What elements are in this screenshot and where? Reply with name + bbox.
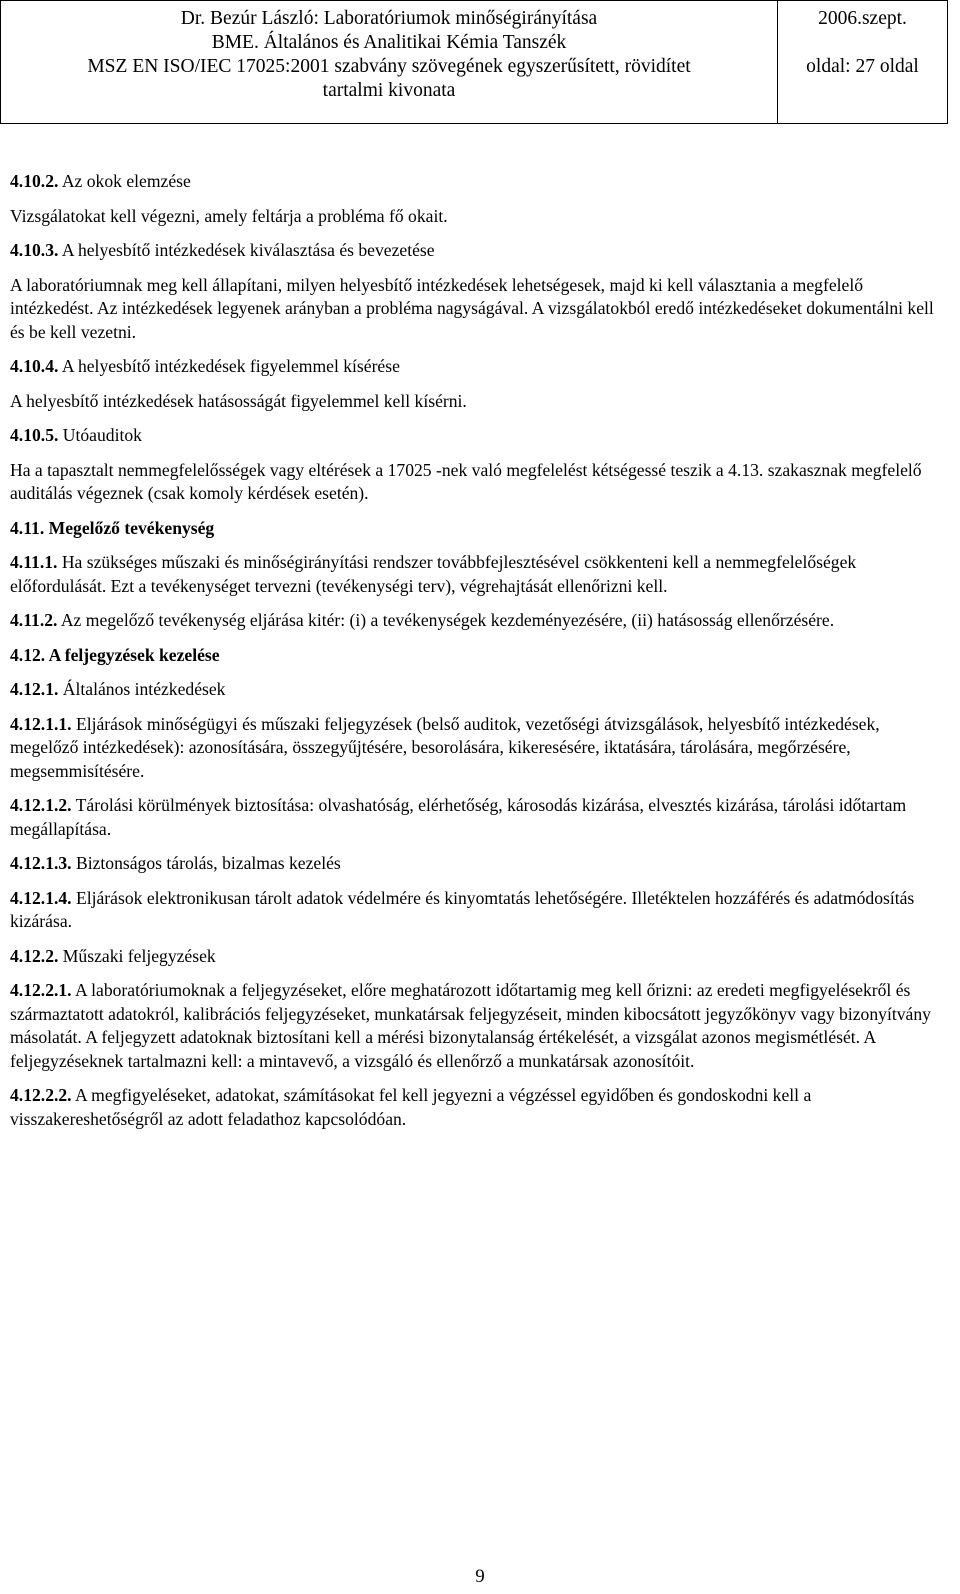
section-number: 4.12.1.4. xyxy=(10,887,72,908)
document-body xyxy=(10,170,944,1131)
header-standard-line: MSZ EN ISO/IEC 17025:2001 szabvány szövegének egyszerűsített, rövidítet xyxy=(87,56,691,77)
section-text: A helyesbítő intézkedések hatásosságát figyelemmel kell kísérni. xyxy=(10,390,467,411)
section-text: Általános intézkedések xyxy=(58,679,226,699)
section-number: 4.12.1.2. xyxy=(10,795,72,815)
body-paragraph xyxy=(10,390,944,414)
page-number: 9 xyxy=(475,1566,485,1587)
section-paragraph xyxy=(10,170,944,194)
section-number: 4.11.1. xyxy=(10,552,58,572)
section-text: A helyesbítő intézkedések figyelemmel kísérése xyxy=(58,356,400,376)
section-text: Utóauditok xyxy=(58,425,142,445)
section-text: A helyesbítő intézkedések kiválasztása és bevezetése xyxy=(58,240,435,260)
section-number: 4.12.2.2. xyxy=(10,1085,72,1105)
header-page-count: oldal: 27 oldal xyxy=(806,56,919,77)
section-number: 4.12. xyxy=(10,644,46,665)
section-number: 4.12.1.3. xyxy=(10,853,72,873)
section-text: A megfigyeléseket, adatokat, számításokat fel kell jegyezni a végzéssel egyidőben és gondoskodni kell a visszakereshetőségről az adott feladathoz kapcsolódóan. xyxy=(10,1085,812,1129)
section-number: 4.10.5. xyxy=(10,425,59,445)
section-text: Ha szükséges műszaki és minőségirányítási rendszer továbbfejlesztésével csökkenteni kell a nemmegfelelőségek előfordulását. Ezt a tevékenységet tervezni (tevékenységi terv), végrehajtását ellenőrizni kell. xyxy=(10,552,857,596)
section-paragraph xyxy=(10,852,944,876)
section-paragraph xyxy=(10,1084,944,1131)
header-title-block xyxy=(1,1,778,123)
header-date: 2006.szept. xyxy=(818,8,907,29)
section-number: 4.12.2. xyxy=(10,945,59,966)
section-paragraph xyxy=(10,713,944,784)
section-number: 4.11. xyxy=(10,517,45,538)
section-heading-text: Megelőző tevékenység xyxy=(44,517,215,538)
body-paragraph xyxy=(10,205,944,229)
section-number: 4.12.1. xyxy=(10,679,59,699)
page-header xyxy=(0,0,948,124)
body-paragraph xyxy=(10,459,944,506)
section-paragraph xyxy=(10,424,944,448)
header-meta-block xyxy=(778,1,947,123)
section-text: Vizsgálatokat kell végezni, amely feltárja a probléma fő okait. xyxy=(10,205,448,226)
section-paragraph xyxy=(10,794,944,841)
section-number: 4.11.2. xyxy=(10,610,58,630)
section-text: Biztonságos tárolás, bizalmas kezelés xyxy=(71,853,341,873)
section-text: Az megelőző tevékenység eljárása kitér: (i) a tevékenységek kezdeményezésére, (ii) hatásosság ellenőrzésére. xyxy=(57,610,835,630)
header-department-line: BME. Általános és Analitikai Kémia Tanszék xyxy=(211,32,567,53)
body-paragraph xyxy=(10,274,944,345)
section-paragraph xyxy=(10,644,944,668)
section-text: A laboratóriumoknak a feljegyzéseket, előre meghatározott időtartamig meg kell őrizni: az eredeti megfigyelésekről és származtatott adatokról, kalibrációs feljegyzéseket, munkatársak feljegyzéseit, minden kibocsátott jegyzőkönyv vagy bizonyítvány másolatát. A feljegyzett adatoknak biztosítani kell a mérési bizonytalanság értékelését, a vizsgálat azonos megismétlését. A feljegyzéseknek tartalmazni kell: a mintavevő, a vizsgáló és ellenőrző a munkatársak azonosítóit. xyxy=(10,980,931,1071)
section-text: Eljárások minőségügyi és műszaki feljegyzések (belső auditok, vezetőségi átvizsgálások, helyesbítő intézkedések, megelőző intézkedések): azonosítására, összegyűjtésére, besorolására, kikeresésére, iktatására, tárolására, megőrzésére, megsemmisítésére. xyxy=(10,713,880,781)
section-number: 4.10.2. xyxy=(10,171,59,191)
header-author-line: Dr. Bezúr László: Laboratóriumok minőségirányítása xyxy=(180,8,598,29)
section-paragraph xyxy=(10,609,944,633)
section-paragraph xyxy=(10,678,944,702)
section-text: A laboratóriumnak meg kell állapítani, milyen helyesbítő intézkedések lehetségesek, majd ki kell választania a megfelelő intézkedést. Az intézkedések legyenek arányban a probléma nagyságával. A vizsgálatokból eredő intézkedéseket dokumentálni kell és be kell vezetni. xyxy=(10,274,934,342)
section-number: 4.12.1.1. xyxy=(10,713,72,734)
section-text: Eljárások elektronikusan tárolt adatok védelmére és kinyomtatás lehetőségére. Illetéktelen hozzáférés és adatmódosítás kizárása. xyxy=(10,887,915,931)
section-number: 4.12.2.1. xyxy=(10,980,72,1000)
section-number: 4.10.4. xyxy=(10,356,59,376)
section-paragraph xyxy=(10,551,944,598)
section-heading-text: A feljegyzések kezelése xyxy=(45,644,220,665)
section-text: Műszaki feljegyzések xyxy=(58,945,216,966)
section-paragraph xyxy=(10,239,944,263)
section-paragraph xyxy=(10,945,944,969)
section-text: Az okok elemzése xyxy=(58,171,191,191)
section-text: Tárolási körülmények biztosítása: olvashatóság, elérhetőség, károsodás kizárása, elvesztés kizárása, tárolási időtartam megállapítása. xyxy=(10,795,907,839)
section-paragraph xyxy=(10,887,944,934)
header-subtitle-line: tartalmi kivonata xyxy=(322,80,456,101)
section-number: 4.10.3. xyxy=(10,240,59,260)
section-text: Ha a tapasztalt nemmegfelelősségek vagy eltérések a 17025 -nek való megfelelést kétségessé teszik a 4.13. szakasznak megfelelő auditálás végeznek (csak komoly kérdések esetén). xyxy=(10,459,922,503)
section-paragraph xyxy=(10,979,944,1073)
section-paragraph xyxy=(10,355,944,379)
section-paragraph xyxy=(10,517,944,541)
